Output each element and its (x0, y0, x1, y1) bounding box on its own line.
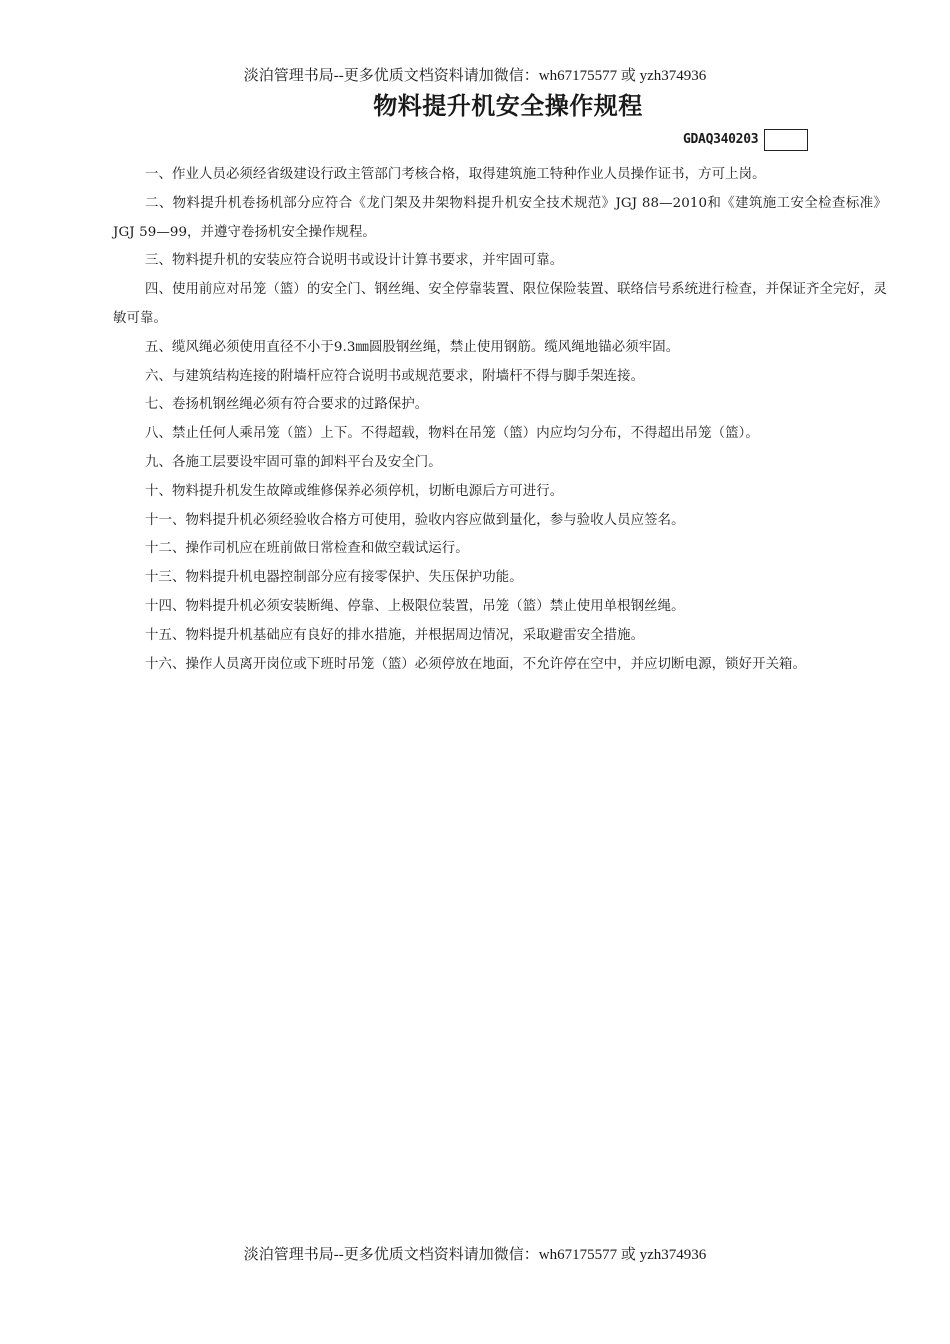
clause-item: 七、卷扬机钢丝绳必须有符合要求的过路保护。 (145, 397, 429, 413)
clause-item: 六、与建筑结构连接的附墙杆应符合说明书或规范要求，附墙杆不得与脚手架连接。 (145, 368, 645, 384)
clause-item: 八、禁止任何人乘吊笼（篮）上下。不得超载，物料在吊笼（篮）内应均匀分布，不得超出吊笼（篮）。 (145, 426, 759, 442)
document-code-box (764, 129, 808, 151)
clause-item: 五、缆风绳必须使用直径不小于9.3㎜圆股钢丝绳，禁止使用钢筋。缆风绳地锚必须牢固。 (145, 339, 680, 355)
clause-item: 九、各施工层要设牢固可靠的卸料平台及安全门。 (145, 454, 442, 470)
clause-item: 十六、操作人员离开岗位或下班时吊笼（篮）必须停放在地面，不允许停在空中，并应切断电源，锁好开关箱。 (145, 656, 807, 672)
document-code: GDAQ340203 (683, 132, 759, 147)
clause-list (113, 161, 887, 679)
clause-item: 四、使用前应对吊笼（篮）的安全门、钢丝绳、安全停靠装置、限位保险装置、联络信号系统进行检查，并保证齐全完好，灵敏可靠。 (113, 282, 887, 326)
clause-item: 二、物料提升机卷扬机部分应符合《龙门架及井架物料提升机安全技术规范》JGJ 88—2010和《建筑施工安全检查标准》JGJ 59—99，并遵守卷扬机安全操作规程。 (113, 195, 887, 240)
document-title: 物料提升机安全操作规程 (373, 92, 643, 120)
clause-item: 三、物料提升机的安装应符合说明书或设计计算书要求，并牢固可靠。 (145, 253, 564, 269)
document-code-row (683, 129, 808, 151)
clause-item: 十四、物料提升机必须安装断绳、停靠、上极限位装置，吊笼（篮）禁止使用单根钢丝绳。 (145, 598, 685, 614)
clause-item: 十五、物料提升机基础应有良好的排水措施，并根据周边情况，采取避雷安全措施。 (145, 627, 645, 643)
clause-item: 十一、物料提升机必须经验收合格方可使用，验收内容应做到量化，参与验收人员应签名。 (145, 512, 685, 528)
clause-item: 十三、物料提升机电器控制部分应有接零保护、失压保护功能。 (145, 570, 523, 586)
header-watermark-note: 淡泊管理书局--更多优质文档资料请加微信：wh67175577 或 yzh374936 (243, 68, 707, 84)
footer-watermark-note: 淡泊管理书局--更多优质文档资料请加微信：wh67175577 或 yzh374936 (243, 1247, 707, 1263)
clause-item: 十二、操作司机应在班前做日常检查和做空载试运行。 (145, 541, 469, 557)
clause-item: 一、作业人员必须经省级建设行政主管部门考核合格，取得建筑施工特种作业人员操作证书，方可上岗。 (145, 167, 766, 182)
clause-item: 十、物料提升机发生故障或维修保养必须停机，切断电源后方可进行。 (145, 483, 564, 499)
